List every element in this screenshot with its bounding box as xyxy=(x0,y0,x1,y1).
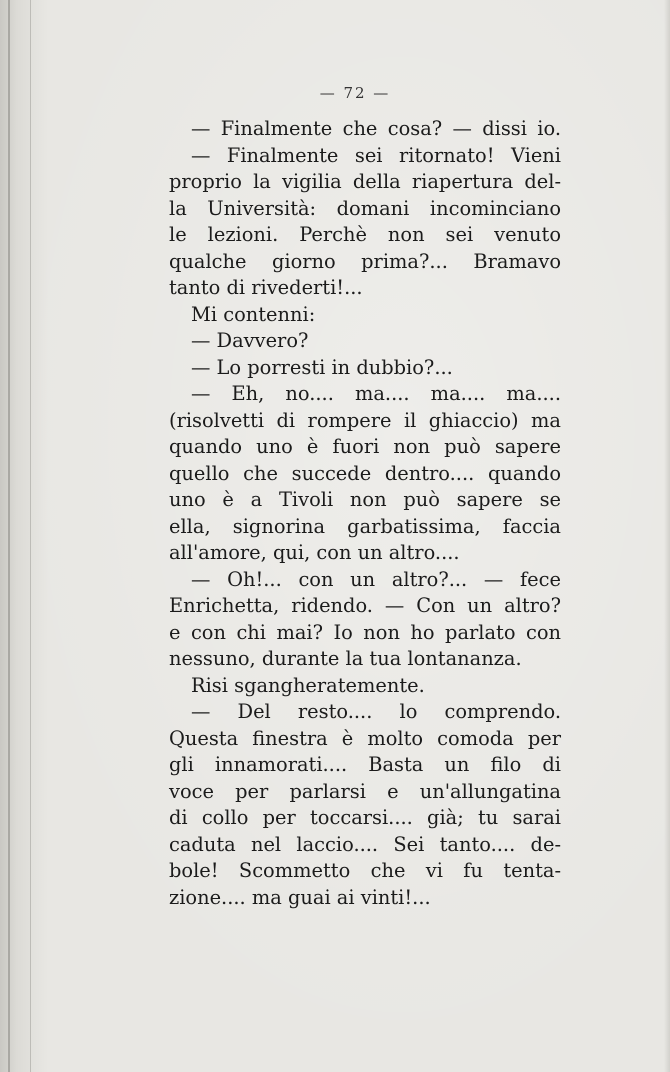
text-line: — Del resto.... lo comprendo. xyxy=(191,700,561,723)
text-line: gli innamorati.... Basta un filo di xyxy=(169,753,561,776)
text-line: bole! Scommetto che vi fu tenta- xyxy=(169,859,561,882)
text-line: — Oh!... con un altro?... — fece xyxy=(191,567,561,591)
text-line: Enrichetta, ridendo. — Con un altro? xyxy=(169,594,561,617)
text-line: — Davvero? xyxy=(191,329,309,352)
text-line: qualche giorno prima?... Bramavo xyxy=(169,249,561,273)
text-line: voce per parlarsi e un'allungatina xyxy=(169,779,561,803)
text-line: e con chi mai? Io non ho parlato con xyxy=(169,620,561,644)
text-line: caduta nel laccio.... Sei tanto.... de- xyxy=(169,832,561,856)
text-line: uno è a Tivoli non può sapere se xyxy=(169,488,561,511)
text-line: Risi sgangheratemente. xyxy=(191,673,425,697)
text-line: Mi contenni: xyxy=(191,302,316,326)
text-line: (risolvetti di rompere il ghiaccio) ma xyxy=(169,408,561,432)
text-line: ella, signorina garbatissima, faccia xyxy=(169,514,561,538)
text-line: — Finalmente sei ritornato! Vieni xyxy=(191,143,561,167)
text-line: all'amore, qui, con un altro.... xyxy=(169,541,460,564)
binding-line-inner xyxy=(30,0,31,1072)
text-line: — Eh, no.... ma.... ma.... ma.... xyxy=(191,382,561,405)
text-line: tanto di rivederti!... xyxy=(169,276,363,299)
text-line: — Finalmente che cosa? — dissi io. xyxy=(191,117,561,140)
text-line: — Lo porresti in dubbio?... xyxy=(191,355,453,379)
body-text xyxy=(169,116,561,911)
binding-line xyxy=(8,0,10,1072)
text-line: la Università: domani incominciano xyxy=(169,196,561,220)
text-line: di collo per toccarsi.... già; tu sarai xyxy=(169,806,561,829)
page-number: — 72 — xyxy=(319,84,391,102)
text-line: Questa finestra è molto comoda per xyxy=(169,726,561,750)
text-line: nessuno, durante la tua lontananza. xyxy=(169,647,522,670)
text-line: zione.... ma guai ai vinti!... xyxy=(169,885,431,909)
text-line: proprio la vigilia della riapertura del- xyxy=(169,170,561,193)
text-line: quando uno è fuori non può sapere xyxy=(169,435,561,458)
page-edge xyxy=(664,0,670,1072)
text-line: le lezioni. Perchè non sei venuto xyxy=(169,223,561,246)
text-line: quello che succede dentro.... quando xyxy=(169,461,561,485)
